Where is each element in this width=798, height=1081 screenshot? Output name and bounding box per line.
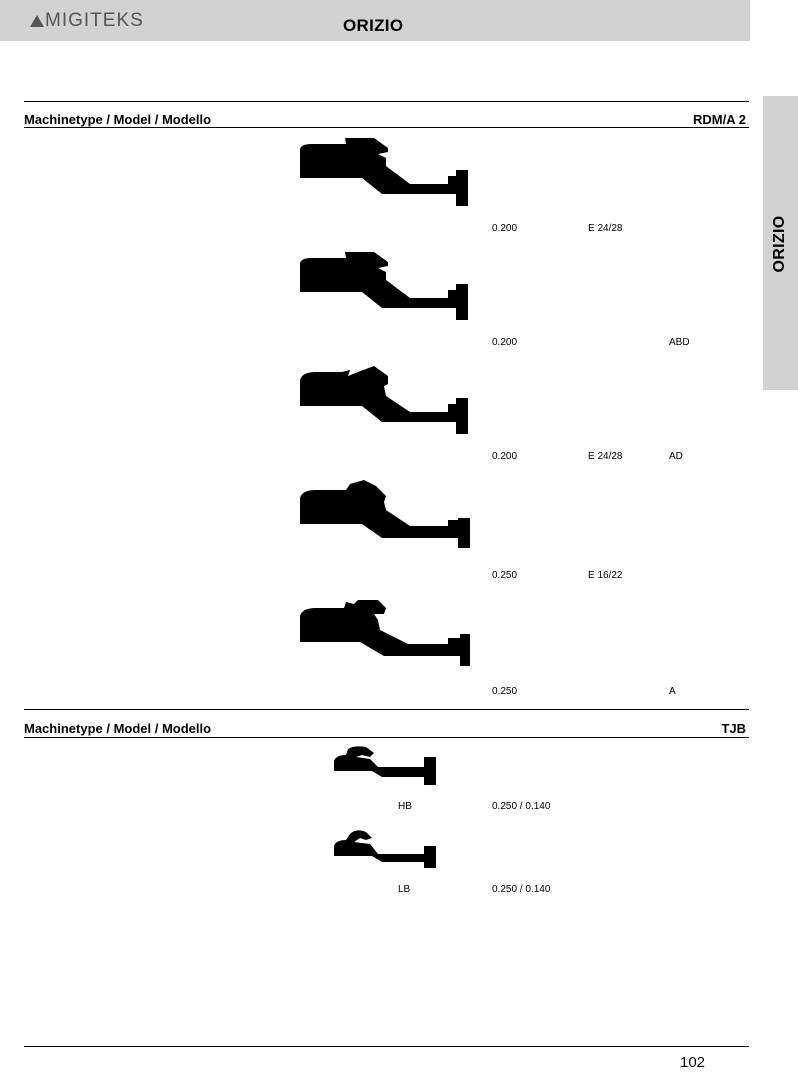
section-top-rule: [24, 101, 749, 102]
side-tab-label: ORIZIO: [771, 215, 788, 273]
gauge-value: 0.250 / 0.140: [492, 884, 551, 895]
gauge-value: 0.250: [492, 686, 518, 697]
brand-logo: [30, 10, 144, 32]
page-number: 102: [680, 1054, 706, 1071]
needle-profile: [298, 598, 473, 670]
section-label: Machinetype / Model / Modello: [24, 112, 212, 127]
footer-rule: [24, 1046, 749, 1047]
code-value: E 24/28: [588, 223, 623, 234]
needle-profile: [298, 252, 473, 324]
code-value: E 16/22: [588, 570, 623, 581]
needle-profile: [332, 826, 440, 870]
gauge-value: 0.200: [492, 337, 518, 348]
logo-triangle-icon: [30, 15, 44, 27]
section-header-rule: [24, 737, 749, 738]
code-value: E 24/28: [588, 451, 623, 462]
needle-profile: [298, 138, 473, 210]
variant-label: LB: [398, 884, 411, 895]
section-model: RDM/A 2: [693, 112, 746, 127]
needle-profile: [298, 480, 473, 552]
gauge-value: 0.250: [492, 570, 518, 581]
type-value: AD: [669, 451, 683, 462]
variant-label: HB: [398, 801, 412, 812]
needle-profile: [298, 366, 473, 438]
side-tab: [763, 96, 798, 390]
section-model: TJB: [721, 721, 746, 736]
needle-profile: [332, 743, 440, 787]
section-header-rule: [24, 127, 749, 128]
gauge-value: 0.200: [492, 451, 518, 462]
gauge-value: 0.200: [492, 223, 518, 234]
type-value: ABD: [669, 337, 690, 348]
type-value: A: [669, 686, 676, 697]
section-label: Machinetype / Model / Modello: [24, 721, 212, 736]
gauge-value: 0.250 / 0.140: [492, 801, 551, 812]
header-title: ORIZIO: [343, 16, 404, 35]
logo-text: MIGITEKS: [45, 10, 144, 31]
section-top-rule: [24, 709, 749, 710]
